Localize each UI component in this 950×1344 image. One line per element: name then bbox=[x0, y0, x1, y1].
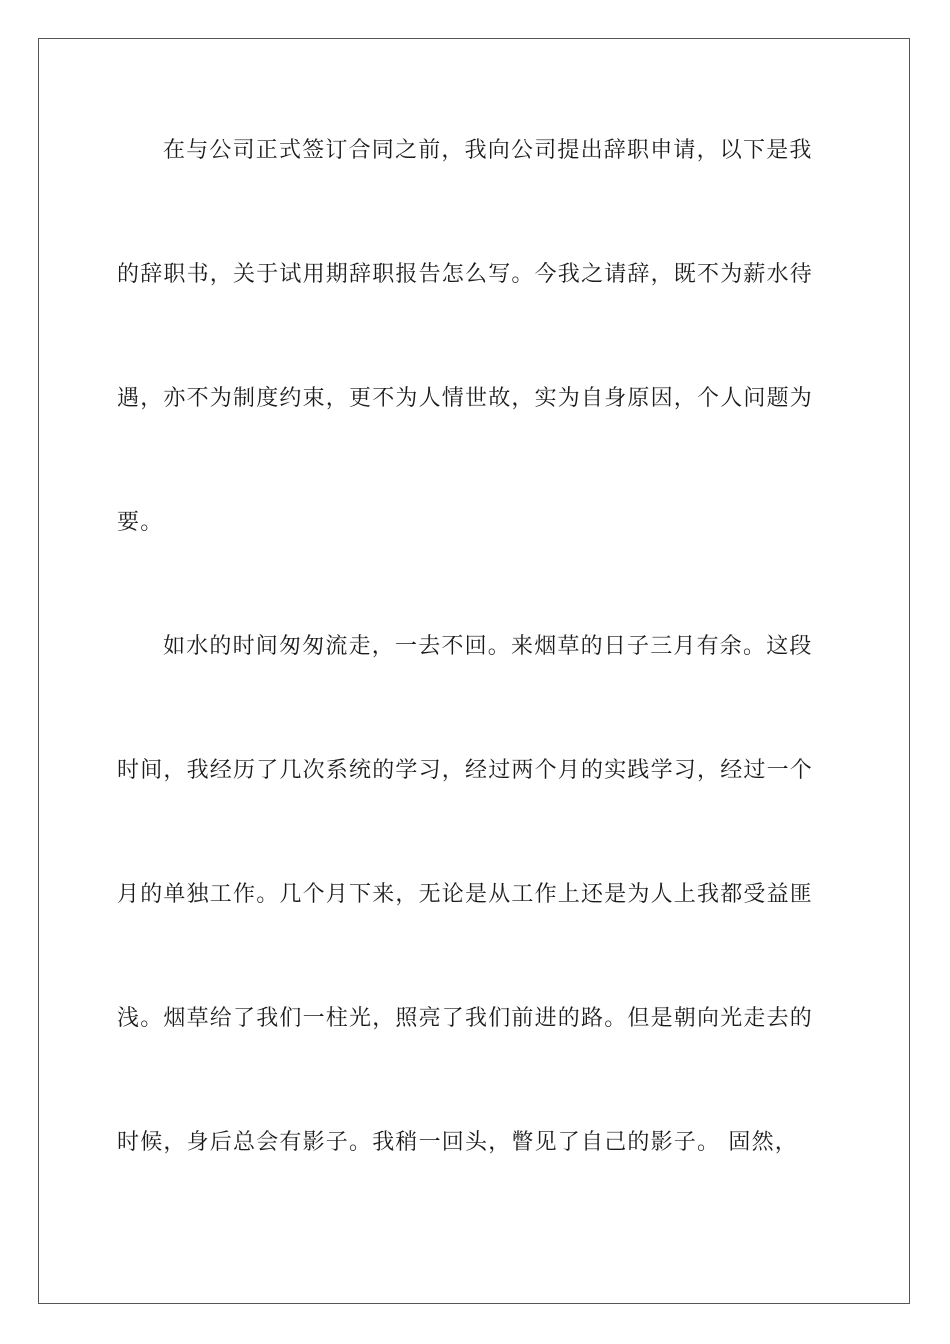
paragraph-1-line-1: 在与公司正式签订合同之前，我向公司提出辞职申请，以下是我 bbox=[163, 138, 813, 163]
paragraph-2-line-1: 如水的时间匆匆流走，一去不回。来烟草的日子三月有余。这段 bbox=[163, 634, 813, 659]
paragraph-1-line-4: 要。 bbox=[117, 510, 164, 535]
paragraph-1-line-2: 的辞职书，关于试用期辞职报告怎么写。今我之请辞，既不为薪水待 bbox=[117, 262, 814, 287]
paragraph-2-line-5: 时候，身后总会有影子。我稍一回头，瞥见了自己的影子。 固然， bbox=[117, 1130, 798, 1155]
page-border bbox=[38, 38, 910, 1304]
paragraph-2-line-4: 浅。烟草给了我们一柱光，照亮了我们前进的路。但是朝向光走去的 bbox=[117, 1006, 814, 1031]
paragraph-1-line-3: 遇，亦不为制度约束，更不为人情世故，实为自身原因，个人问题为 bbox=[117, 386, 814, 411]
paragraph-2-line-2: 时间，我经历了几次系统的学习，经过两个月的实践学习，经过一个 bbox=[117, 758, 814, 783]
paragraph-2-line-3: 月的单独工作。几个月下来，无论是从工作上还是为人上我都受益匪 bbox=[117, 882, 814, 907]
